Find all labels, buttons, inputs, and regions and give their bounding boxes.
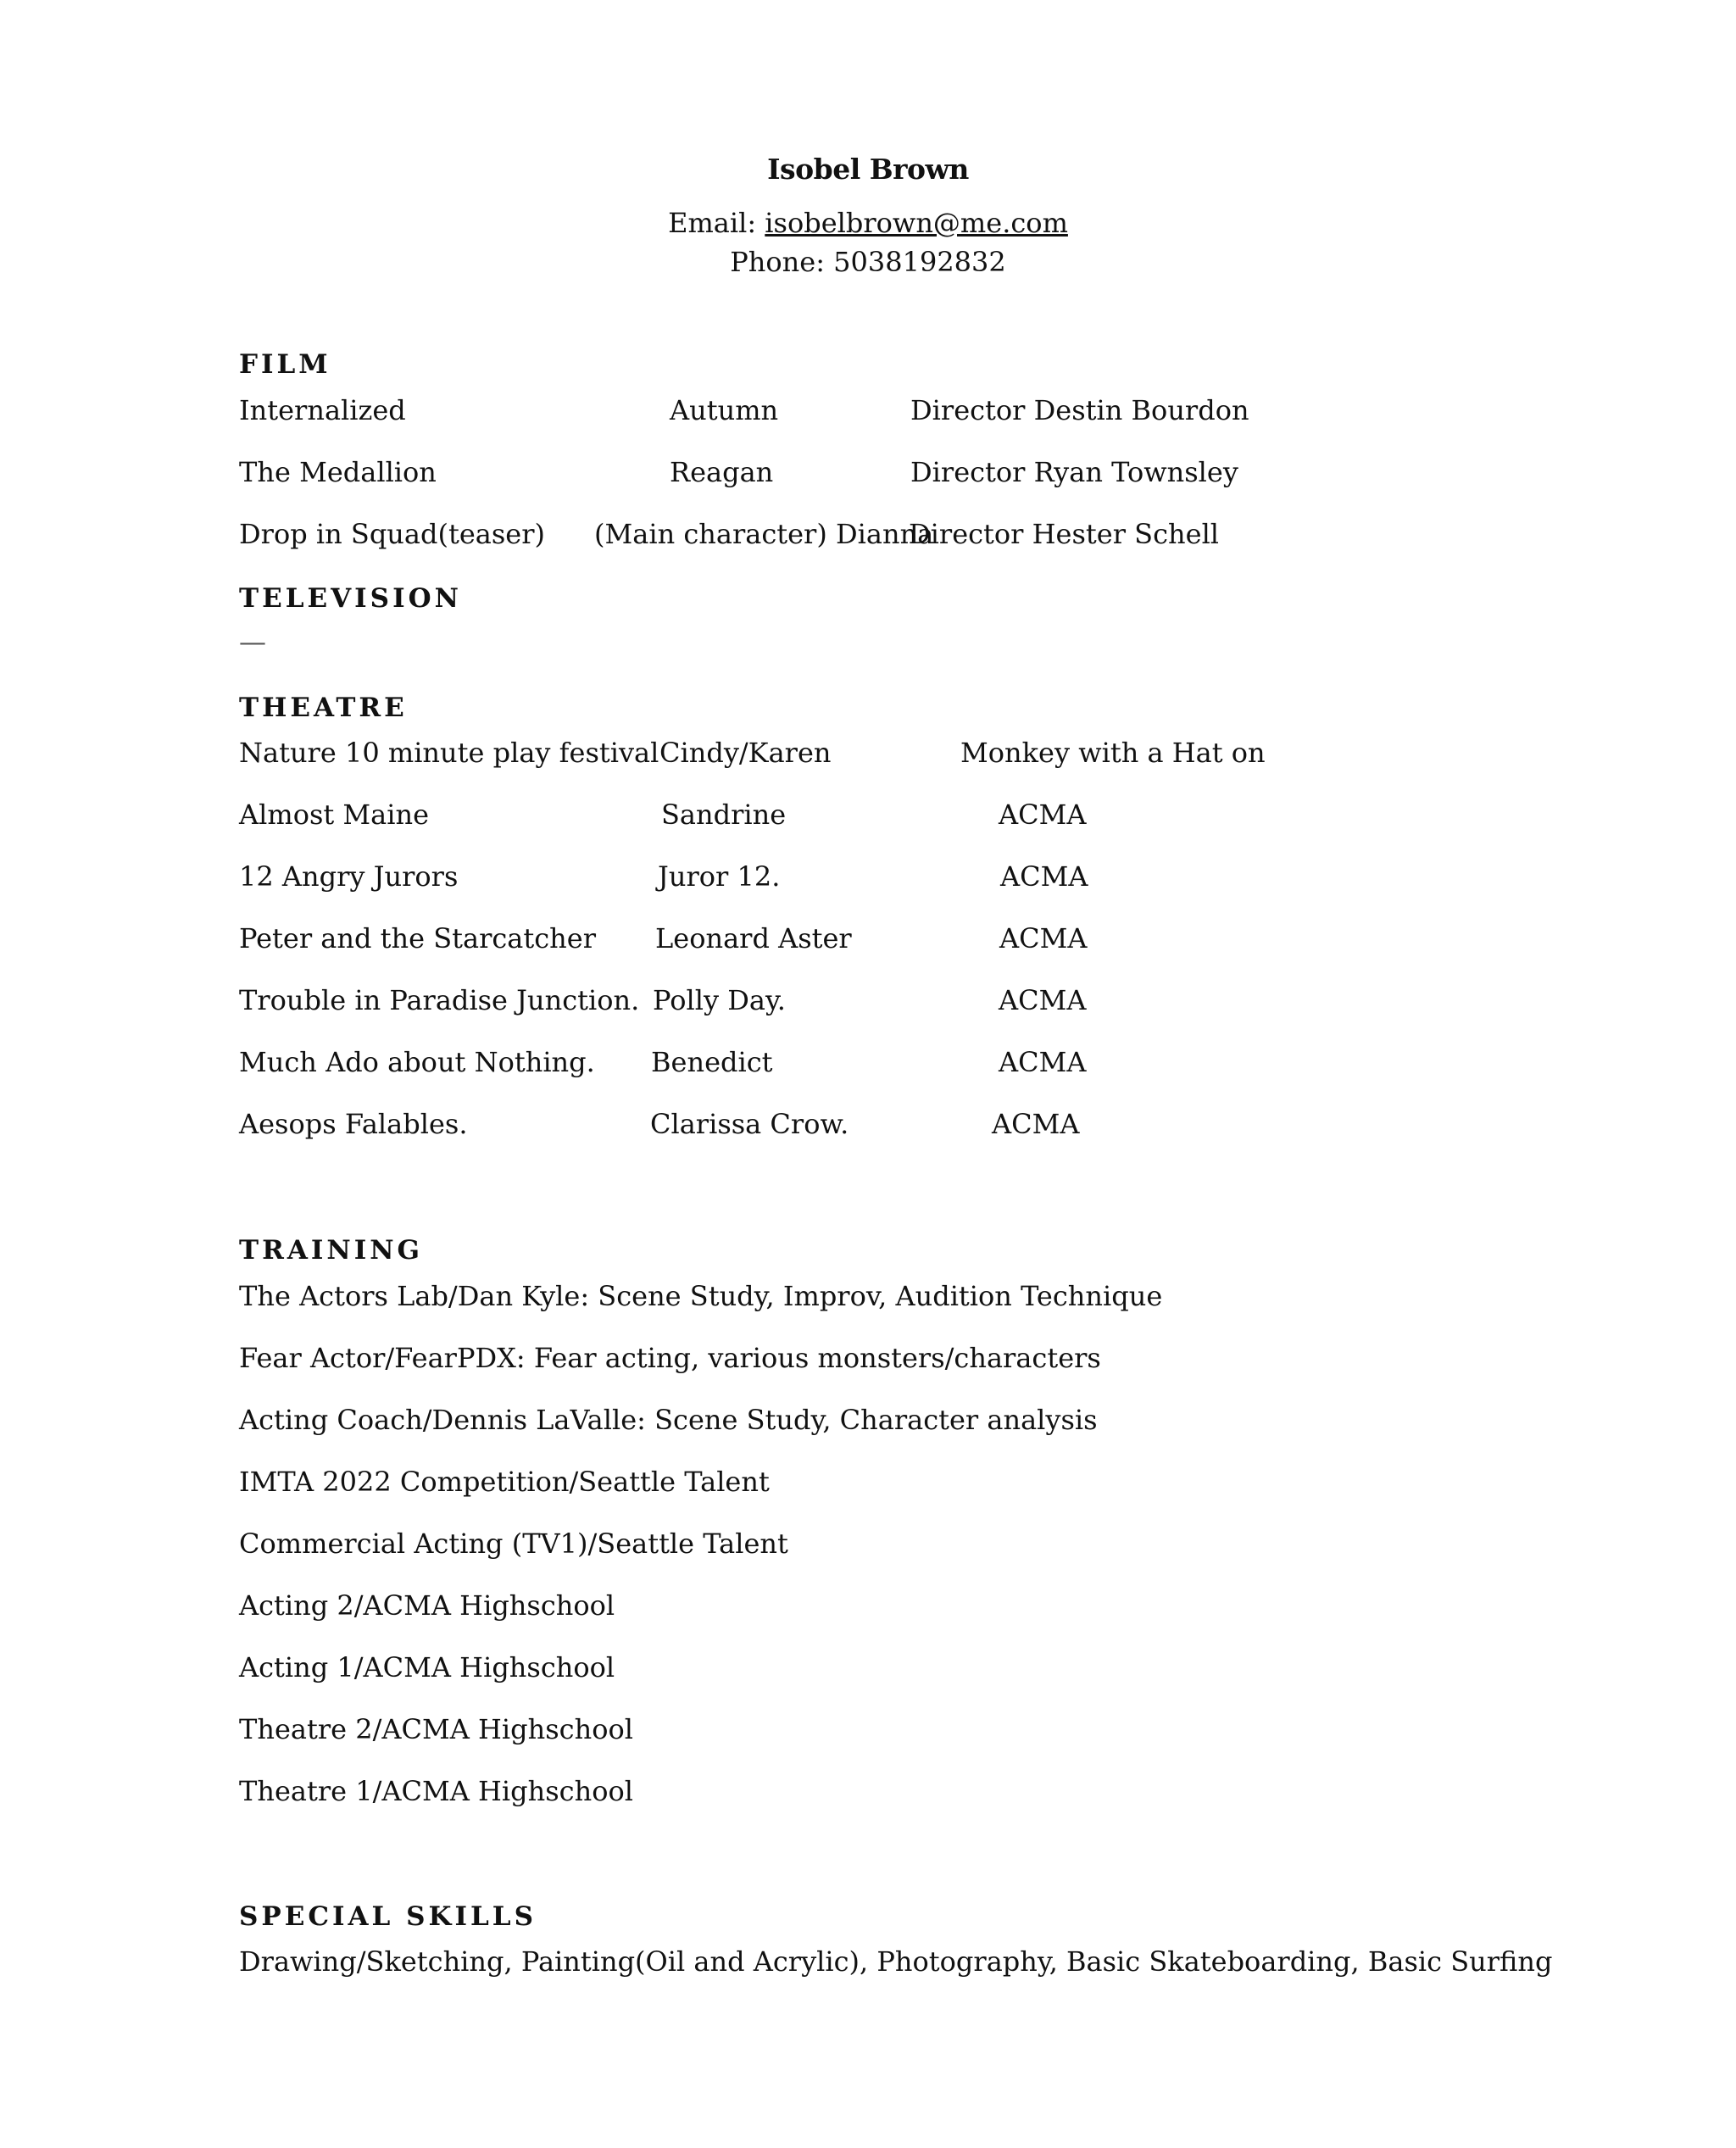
film-heading: FILM: [239, 349, 331, 380]
theatre-row-6-role: Benedict: [651, 1046, 773, 1078]
film-row-2-credit: Director Ryan Townsley: [910, 456, 1238, 488]
film-row-2-title: The Medallion: [239, 456, 437, 488]
theatre-row-5-role: Polly Day.: [653, 984, 786, 1016]
theatre-row-7-title: Aesops Falables.: [239, 1108, 468, 1140]
theatre-row-4-title: Peter and the Starcatcher: [239, 922, 596, 954]
training-item: IMTA 2022 Competition/Seattle Talent: [239, 1466, 770, 1498]
television-heading: TELEVISION: [239, 583, 462, 614]
resume-name: Isobel Brown: [767, 153, 969, 186]
theatre-row-5-title: Trouble in Paradise Junction.: [239, 984, 640, 1016]
theatre-row-3-role: Juror 12.: [658, 860, 781, 893]
film-row-2-role: Reagan: [670, 456, 774, 488]
email-link[interactable]: isobelbrown@me.com: [765, 207, 1068, 239]
training-item: Acting Coach/Dennis LaValle: Scene Study, Character analysis: [239, 1404, 1098, 1436]
special-skills-text: Drawing/Sketching, Painting(Oil and Acrylic), Photography, Basic Skateboarding, Basic Surfing: [239, 1945, 1553, 1978]
theatre-row-6-credit: ACMA: [999, 1046, 1087, 1078]
theatre-row-2-credit: ACMA: [999, 799, 1087, 831]
phone-line: Phone: 5038192832: [730, 246, 1006, 278]
television-placeholder: —: [239, 626, 266, 658]
theatre-row-7-credit: ACMA: [992, 1108, 1080, 1140]
email-label: Email:: [668, 207, 765, 239]
film-row-3-title: Drop in Squad(teaser): [239, 518, 545, 550]
special-skills-heading: SPECIAL SKILLS: [239, 1901, 537, 1932]
theatre-row-3-title: 12 Angry Jurors: [239, 860, 459, 893]
training-item: The Actors Lab/Dan Kyle: Scene Study, Improv, Audition Technique: [239, 1280, 1163, 1312]
theatre-row-1-credit: Monkey with a Hat on: [960, 737, 1266, 769]
training-item: Fear Actor/FearPDX: Fear acting, various monsters/characters: [239, 1342, 1101, 1374]
contact-block: [0, 203, 1736, 281]
film-row-3-role: (Main character) Dianna: [594, 518, 934, 550]
film-row-1-role: Autumn: [670, 394, 779, 426]
theatre-row-1-title: Nature 10 minute play festival: [239, 737, 659, 769]
training-heading: TRAINING: [239, 1235, 424, 1266]
training-item: Acting 1/ACMA Highschool: [239, 1651, 615, 1683]
theatre-row-5-credit: ACMA: [999, 984, 1087, 1016]
theatre-row-2-title: Almost Maine: [239, 799, 430, 831]
theatre-row-4-role: Leonard Aster: [655, 922, 852, 954]
theatre-row-6-title: Much Ado about Nothing.: [239, 1046, 595, 1078]
training-item: Commercial Acting (TV1)/Seattle Talent: [239, 1528, 788, 1560]
theatre-heading: THEATRE: [239, 693, 408, 723]
training-item: Theatre 1/ACMA Highschool: [239, 1775, 633, 1807]
theatre-row-2-role: Sandrine: [661, 799, 787, 831]
theatre-row-3-credit: ACMA: [1000, 860, 1088, 893]
theatre-row-4-credit: ACMA: [999, 922, 1088, 954]
email-line: [0, 203, 1736, 242]
theatre-row-7-role: Clarissa Crow.: [650, 1108, 849, 1140]
training-item: Acting 2/ACMA Highschool: [239, 1589, 615, 1622]
theatre-row-1-role: Cindy/Karen: [659, 737, 832, 769]
film-row-1-title: Internalized: [239, 394, 406, 426]
film-row-1-credit: Director Destin Bourdon: [910, 394, 1249, 426]
film-row-3-credit: Director Hester Schell: [909, 518, 1220, 550]
training-item: Theatre 2/ACMA Highschool: [239, 1713, 633, 1745]
